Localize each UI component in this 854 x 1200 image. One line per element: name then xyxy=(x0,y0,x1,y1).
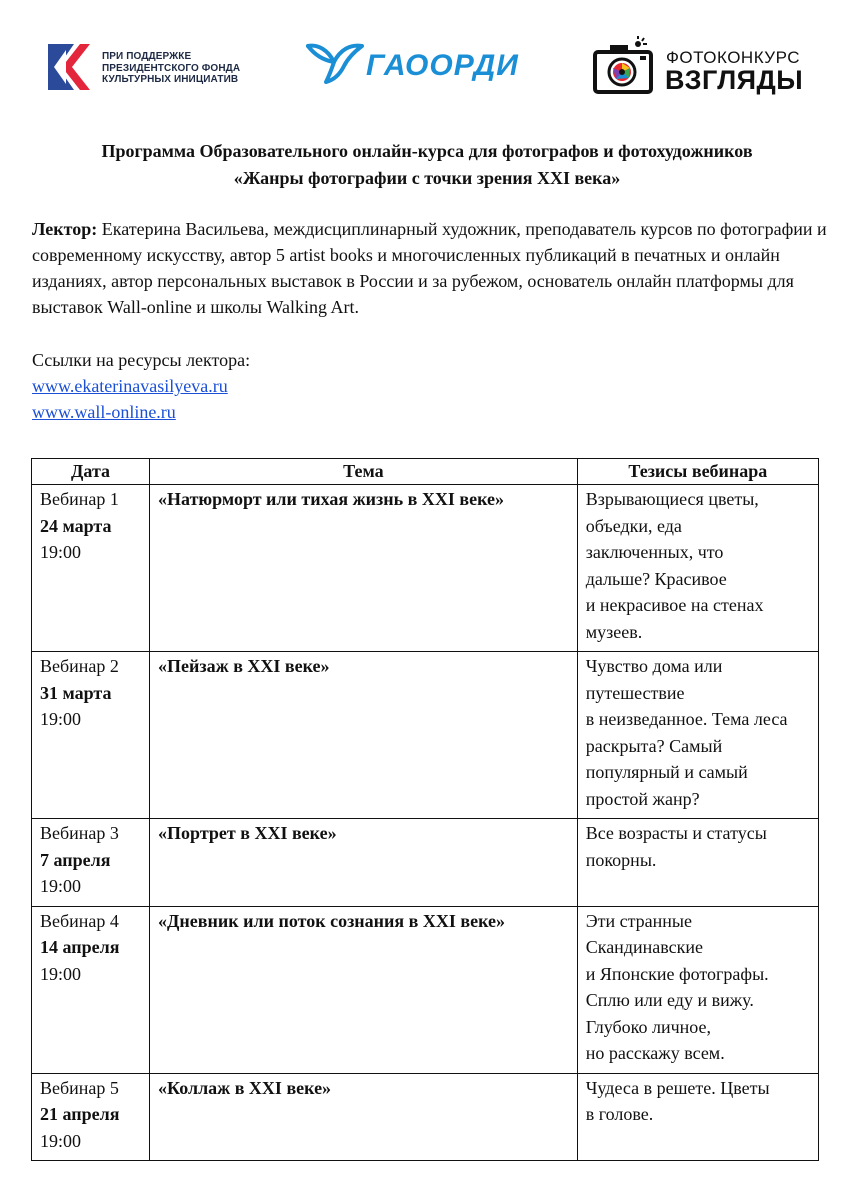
theses-line: но расскажу всем. xyxy=(585,1043,725,1063)
webinar-topic: «Портрет в XXI веке» xyxy=(158,823,337,843)
webinar-time: 19:00 xyxy=(40,963,82,984)
document-title xyxy=(20,138,834,192)
theses-line: Эти странные xyxy=(585,910,693,931)
pfki-caption xyxy=(102,51,240,86)
vzglyady-line-2: ВЗГЛЯДЫ xyxy=(665,65,804,95)
table-header-row xyxy=(32,459,819,485)
camera-icon xyxy=(592,36,656,96)
theses-line: Скандинавские xyxy=(585,937,703,957)
theses-line: и некрасивое на стенах xyxy=(585,595,764,615)
theses-line: заключенных, что xyxy=(585,542,724,562)
date-cell xyxy=(32,1073,150,1161)
webinar-topic: «Коллаж в XXI веке» xyxy=(158,1077,332,1098)
date-cell xyxy=(32,819,150,907)
lecturer-links xyxy=(32,347,632,425)
theses-line: дальше? Красивое xyxy=(585,568,727,589)
theses-line: Чувство дома или xyxy=(585,656,723,676)
topic-cell xyxy=(150,819,578,907)
webinar-number: Вебинар 2 xyxy=(40,656,119,676)
theses-cell xyxy=(577,819,818,907)
webinar-date: 7 апреля xyxy=(40,849,111,870)
theses-cell xyxy=(577,906,818,1073)
webinar-schedule-table xyxy=(31,458,819,1161)
theses-line: покорны. xyxy=(585,849,657,870)
gaoordi-wordmark: ГАООРДИ xyxy=(366,49,519,82)
webinar-time: 19:00 xyxy=(40,876,82,896)
theses-line: путешествие xyxy=(585,682,685,703)
pfki-logo xyxy=(44,42,264,94)
theses-line: объедки, еда xyxy=(585,515,682,536)
table-row xyxy=(32,819,819,907)
webinar-number: Вебинар 1 xyxy=(40,489,119,509)
topic-cell xyxy=(150,652,578,819)
links-label: Ссылки на ресурсы лектора: xyxy=(32,350,251,370)
webinar-date: 31 марта xyxy=(40,682,112,703)
header-date: Дата xyxy=(32,459,150,485)
lecturer-label: Лектор: xyxy=(32,219,98,239)
webinar-topic: «Натюрморт или тихая жизнь в XXI веке» xyxy=(158,489,505,509)
pfki-line-1: ПРИ ПОДДЕРЖКЕ xyxy=(102,51,192,62)
theses-line: Все возрасты и статусы xyxy=(585,823,767,843)
theses-cell xyxy=(577,1073,818,1161)
topic-cell xyxy=(150,1073,578,1161)
theses-cell xyxy=(577,485,818,652)
pfki-line-3: КУЛЬТУРНЫХ ИНИЦИАТИВ xyxy=(102,74,239,85)
theses-line: и Японские фотографы. xyxy=(585,963,769,984)
topic-cell xyxy=(150,485,578,652)
header-theses: Тезисы вебинара xyxy=(577,459,818,485)
gaoordi-logo xyxy=(304,40,519,90)
table-row xyxy=(32,485,819,652)
theses-line: раскрыта? Самый xyxy=(585,735,723,756)
pfki-emblem-icon xyxy=(44,42,92,92)
bird-icon xyxy=(304,40,366,84)
theses-line: простой жанр? xyxy=(585,788,700,809)
date-cell xyxy=(32,906,150,1073)
theses-line: Сплю или еду и вижу. xyxy=(585,990,754,1010)
header-topic: Тема xyxy=(150,459,578,485)
table-row xyxy=(32,906,819,1073)
theses-line: в неизведанное. Тема леса xyxy=(585,709,788,729)
webinar-topic: «Дневник или поток сознания в XXI веке» xyxy=(158,910,505,931)
webinar-time: 19:00 xyxy=(40,1130,82,1151)
webinar-number: Вебинар 4 xyxy=(40,910,119,931)
pfki-line-2: ПРЕЗИДЕНТСКОГО ФОНДА xyxy=(102,62,241,74)
theses-line: популярный и самый xyxy=(585,762,748,782)
vzglyady-logo xyxy=(592,36,822,96)
title-line-1: Программа Образовательного онлайн-курса для фотографов и фотохудожников xyxy=(101,141,753,161)
table-row xyxy=(32,1073,819,1161)
date-cell xyxy=(32,652,150,819)
theses-cell xyxy=(577,652,818,819)
webinar-topic: «Пейзаж в XXI веке» xyxy=(158,656,330,676)
theses-line: в голове. xyxy=(585,1104,654,1124)
webinar-number: Вебинар 5 xyxy=(40,1077,119,1098)
vzglyady-line-1: ФОТОКОНКУРС xyxy=(666,48,801,67)
topic-cell xyxy=(150,906,578,1073)
webinar-time: 19:00 xyxy=(40,709,82,729)
webinar-date: 21 апреля xyxy=(40,1104,120,1124)
webinar-time: 19:00 xyxy=(40,542,82,562)
date-cell xyxy=(32,485,150,652)
title-line-2: «Жанры фотографии с точки зрения XXI века» xyxy=(233,168,621,188)
link-wall-online[interactable]: www.wall-online.ru xyxy=(32,402,176,422)
webinar-date: 14 апреля xyxy=(40,937,120,957)
lecturer-bio: Екатерина Васильева, междисциплинарный художник, преподаватель курсов по фотографии и современному искусству, автор 5 artist books и многочисленных публикаций в печатных и онлайн изданиях, автор персональных выставок в России и за рубежом, основатель онлайн платформы для выставок Wall-online и школы Walking Art. xyxy=(32,219,827,317)
theses-line: музеев. xyxy=(585,621,643,642)
theses-line: Взрывающиеся цветы, xyxy=(585,489,759,509)
lecturer-paragraph xyxy=(32,216,832,320)
link-ekaterinavasilyeva[interactable]: www.ekaterinavasilyeva.ru xyxy=(32,376,228,396)
webinar-date: 24 марта xyxy=(40,515,112,536)
webinar-number: Вебинар 3 xyxy=(40,823,119,843)
table-row xyxy=(32,652,819,819)
theses-line: Чудеса в решете. Цветы xyxy=(585,1077,770,1098)
theses-line: Глубоко личное, xyxy=(585,1016,712,1037)
